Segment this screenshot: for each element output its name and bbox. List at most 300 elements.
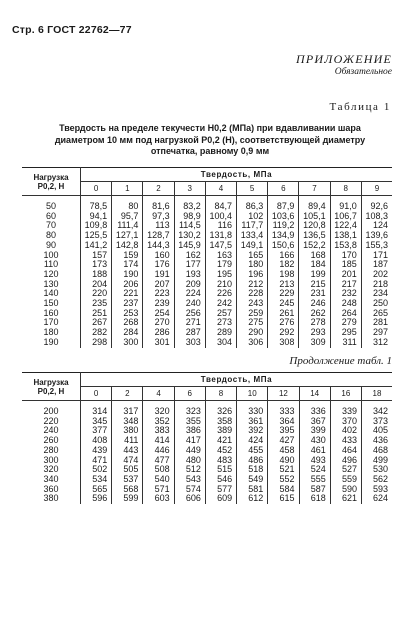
column-header: 4 <box>205 182 236 196</box>
column-header: 10 <box>237 387 268 401</box>
hardness-table-1 <box>22 167 392 348</box>
load-cell: 80 <box>45 230 56 241</box>
table-row <box>22 446 392 456</box>
hardness-cell: 125,5 <box>81 231 112 241</box>
hardness-cell: 309 <box>299 338 330 348</box>
hardness-cell: 142,8 <box>112 241 143 251</box>
hardness-cell: 424 <box>237 436 268 446</box>
hardness-cell: 524 <box>299 465 330 475</box>
hardness-cell: 402 <box>330 426 361 436</box>
hardness-cell: 414 <box>143 436 174 446</box>
hardness-cell: 155,3 <box>361 241 392 251</box>
hardness-cell: 559 <box>330 475 361 485</box>
load-cell: 280 <box>43 444 59 455</box>
hardness-cell: 89,4 <box>299 196 330 212</box>
hardness-cell: 593 <box>361 485 392 495</box>
hardness-cell: 292 <box>268 328 299 338</box>
hardness-cell: 295 <box>330 328 361 338</box>
load-cell: 90 <box>45 239 56 250</box>
hardness-cell: 464 <box>330 446 361 456</box>
load-cell: 190 <box>43 336 59 347</box>
hardness-cell: 355 <box>174 417 205 427</box>
hardness-cell: 480 <box>174 456 205 466</box>
load-cell: 150 <box>43 298 59 309</box>
column-header: 16 <box>330 387 361 401</box>
hardness-cell: 105,1 <box>299 212 330 222</box>
load-cell: 240 <box>43 425 59 436</box>
table-row <box>22 485 392 495</box>
hardness-cell: 124 <box>361 221 392 231</box>
hardness-cell: 364 <box>268 417 299 427</box>
hardness-cell: 83,2 <box>174 196 205 212</box>
hardness-cell: 301 <box>143 338 174 348</box>
hardness-cell: 235 <box>81 299 112 309</box>
hardness-cell: 256 <box>174 309 205 319</box>
hardness-cell: 512 <box>174 465 205 475</box>
hardness-cell: 571 <box>143 485 174 495</box>
hardness-cell: 262 <box>299 309 330 319</box>
hardness-cell: 499 <box>361 456 392 466</box>
hardness-cell: 176 <box>143 260 174 270</box>
hardness-cell: 530 <box>361 465 392 475</box>
hardness-cell: 534 <box>81 475 112 485</box>
hardness-cell: 289 <box>205 328 236 338</box>
hardness-cell: 549 <box>237 475 268 485</box>
load-cell: 140 <box>43 288 59 299</box>
hardness-cell: 108,3 <box>361 212 392 222</box>
hardness-cell: 286 <box>143 328 174 338</box>
table-row <box>22 318 392 328</box>
hardness-cell: 493 <box>299 456 330 466</box>
hardness-cell: 170 <box>330 251 361 261</box>
hardness-cell: 240 <box>174 299 205 309</box>
hardness-cell: 153,8 <box>330 241 361 251</box>
hardness-cell: 574 <box>174 485 205 495</box>
hardness-cell: 452 <box>205 446 236 456</box>
hardness-cell: 78,5 <box>81 196 112 212</box>
hardness-cell: 250 <box>361 299 392 309</box>
hardness-cell: 287 <box>174 328 205 338</box>
hardness-cell: 271 <box>174 318 205 328</box>
hardness-cell: 159 <box>112 251 143 261</box>
hardness-cell: 502 <box>81 465 112 475</box>
hardness-cell: 518 <box>237 465 268 475</box>
hardness-cell: 290 <box>237 328 268 338</box>
hardness-cell: 95,7 <box>112 212 143 222</box>
hardness-cell: 98,9 <box>174 212 205 222</box>
hardness-cell: 242 <box>205 299 236 309</box>
hardness-cell: 386 <box>174 426 205 436</box>
hardness-cell: 92,6 <box>361 196 392 212</box>
hardness-cell: 458 <box>268 446 299 456</box>
hardness-cell: 323 <box>174 401 205 417</box>
hardness-cell: 160 <box>143 251 174 261</box>
load-cell: 200 <box>43 406 59 416</box>
column-header: 5 <box>237 182 268 196</box>
hardness-cell: 508 <box>143 465 174 475</box>
hardness-cell: 120,8 <box>299 221 330 231</box>
hardness-cell: 392 <box>237 426 268 436</box>
load-header-unit: P0,2, Н <box>37 181 65 191</box>
table-row <box>22 401 392 417</box>
hardness-cell: 581 <box>237 485 268 495</box>
hardness-cell: 427 <box>268 436 299 446</box>
column-header: 6 <box>268 182 299 196</box>
load-cell: 220 <box>43 415 59 426</box>
hardness-cell: 304 <box>205 338 236 348</box>
hardness-cell: 173 <box>81 260 112 270</box>
table-row <box>22 417 392 427</box>
column-header: 3 <box>174 182 205 196</box>
hardness-cell: 179 <box>205 260 236 270</box>
column-header: 4 <box>143 387 174 401</box>
hardness-cell: 221 <box>112 289 143 299</box>
hardness-cell: 565 <box>81 485 112 495</box>
hardness-cell: 174 <box>112 260 143 270</box>
hardness-cell: 81,6 <box>143 196 174 212</box>
column-header: 12 <box>268 387 299 401</box>
column-header: 7 <box>299 182 330 196</box>
load-cell: 120 <box>43 268 59 279</box>
hardness-cell: 300 <box>112 338 143 348</box>
hardness-cell: 297 <box>361 328 392 338</box>
hardness-cell: 116 <box>205 221 236 231</box>
hardness-cell: 330 <box>237 401 268 417</box>
hardness-cell: 348 <box>112 417 143 427</box>
hardness-cell: 212 <box>237 280 268 290</box>
load-cell: 180 <box>43 327 59 338</box>
load-cell: 360 <box>43 483 59 494</box>
hardness-cell: 471 <box>81 456 112 466</box>
column-header: 2 <box>112 387 143 401</box>
hardness-cell: 193 <box>174 270 205 280</box>
hardness-cell: 253 <box>112 309 143 319</box>
load-cell: 50 <box>45 201 56 211</box>
column-header: 8 <box>205 387 236 401</box>
table-row <box>22 465 392 475</box>
hardness-cell: 201 <box>330 270 361 280</box>
column-header: 6 <box>174 387 205 401</box>
hardness-cell: 102 <box>237 212 268 222</box>
hardness-cell: 590 <box>330 485 361 495</box>
load-cell: 160 <box>43 307 59 318</box>
hardness-cell: 182 <box>268 260 299 270</box>
hardness-cell: 127,1 <box>112 231 143 241</box>
appendix-note: Обязательное <box>334 67 392 77</box>
column-header: 8 <box>330 182 361 196</box>
hardness-cell: 367 <box>299 417 330 427</box>
hardness-cell: 490 <box>268 456 299 466</box>
table-row <box>22 270 392 280</box>
hardness-cell: 446 <box>143 446 174 456</box>
hardness-cell: 136,5 <box>299 231 330 241</box>
hardness-cell: 486 <box>237 456 268 466</box>
hardness-cell: 166 <box>268 251 299 261</box>
hardness-cell: 248 <box>330 299 361 309</box>
hardness-cell: 264 <box>330 309 361 319</box>
column-header: 2 <box>143 182 174 196</box>
hardness-cell: 109,8 <box>81 221 112 231</box>
hardness-cell: 395 <box>268 426 299 436</box>
table-label: Таблица 1 <box>329 101 391 113</box>
hardness-cell: 259 <box>237 309 268 319</box>
hardness-cell: 245 <box>268 299 299 309</box>
hardness-cell: 449 <box>174 446 205 456</box>
hardness-cell: 144,3 <box>143 241 174 251</box>
table-row <box>22 280 392 290</box>
table-row <box>22 196 392 212</box>
hardness-cell: 223 <box>143 289 174 299</box>
load-header-label: Нагрузка <box>33 377 69 387</box>
hardness-cell: 443 <box>112 446 143 456</box>
hardness-cell: 130,2 <box>174 231 205 241</box>
hardness-cell: 239 <box>143 299 174 309</box>
column-header: 18 <box>361 387 392 401</box>
table-row <box>22 475 392 485</box>
caption-line: Твердость на пределе текучести H0,2 (МПа) при вдавливании шара <box>59 123 361 133</box>
load-cell: 340 <box>43 473 59 484</box>
hardness-cell: 383 <box>143 426 174 436</box>
hardness-cell: 257 <box>205 309 236 319</box>
load-cell: 300 <box>43 454 59 465</box>
hardness-cell: 433 <box>330 436 361 446</box>
hardness-cell: 314 <box>81 401 112 417</box>
hardness-cell: 461 <box>299 446 330 456</box>
hardness-cell: 540 <box>143 475 174 485</box>
hardness-cell: 134,9 <box>268 231 299 241</box>
hardness-cell: 111,4 <box>112 221 143 231</box>
hardness-cell: 439 <box>81 446 112 456</box>
hardness-cell: 537 <box>112 475 143 485</box>
caption-line: отпечатка, равному 0,9 мм <box>150 146 270 156</box>
hardness-cell: 198 <box>268 270 299 280</box>
hardness-cell: 303 <box>174 338 205 348</box>
hardness-cell: 177 <box>174 260 205 270</box>
hardness-cell: 117,7 <box>237 221 268 231</box>
load-cell: 170 <box>43 317 59 328</box>
hardness-cell: 190 <box>112 270 143 280</box>
hardness-cell: 596 <box>81 494 112 504</box>
hardness-cell: 138,1 <box>330 231 361 241</box>
hardness-cell: 195 <box>205 270 236 280</box>
hardness-cell: 97,3 <box>143 212 174 222</box>
table-row <box>22 456 392 466</box>
hardness-cell: 273 <box>205 318 236 328</box>
hardness-cell: 546 <box>205 475 236 485</box>
hardness-cell: 231 <box>299 289 330 299</box>
hardness-cell: 254 <box>143 309 174 319</box>
hardness-cell: 229 <box>268 289 299 299</box>
hardness-cell: 232 <box>330 289 361 299</box>
hardness-cell: 131,8 <box>205 231 236 241</box>
hardness-column-header: Твердость, МПа <box>81 373 393 387</box>
hardness-cell: 213 <box>268 280 299 290</box>
load-cell: 380 <box>43 493 59 504</box>
hardness-cell: 577 <box>205 485 236 495</box>
hardness-cell: 162 <box>174 251 205 261</box>
hardness-cell: 312 <box>361 338 392 348</box>
hardness-cell: 358 <box>205 417 236 427</box>
hardness-cell: 527 <box>330 465 361 475</box>
hardness-cell: 377 <box>81 426 112 436</box>
column-header: 14 <box>299 387 330 401</box>
hardness-cell: 584 <box>268 485 299 495</box>
hardness-cell: 207 <box>143 280 174 290</box>
load-cell: 320 <box>43 464 59 475</box>
hardness-cell: 399 <box>299 426 330 436</box>
hardness-cell: 281 <box>361 318 392 328</box>
hardness-cell: 543 <box>174 475 205 485</box>
load-cell: 110 <box>43 259 59 270</box>
hardness-cell: 306 <box>237 338 268 348</box>
hardness-cell: 184 <box>299 260 330 270</box>
hardness-cell: 150,6 <box>268 241 299 251</box>
hardness-cell: 133,4 <box>237 231 268 241</box>
hardness-cell: 261 <box>268 309 299 319</box>
hardness-cell: 152,2 <box>299 241 330 251</box>
load-cell: 60 <box>45 210 56 221</box>
hardness-cell: 474 <box>112 456 143 466</box>
hardness-cell: 243 <box>237 299 268 309</box>
table-row <box>22 260 392 270</box>
hardness-cell: 267 <box>81 318 112 328</box>
hardness-cell: 237 <box>112 299 143 309</box>
load-header-label: Нагрузка <box>33 172 69 182</box>
hardness-cell: 180 <box>237 260 268 270</box>
column-header: 9 <box>361 182 392 196</box>
hardness-cell: 220 <box>81 289 112 299</box>
hardness-cell: 339 <box>330 401 361 417</box>
hardness-cell: 149,1 <box>237 241 268 251</box>
hardness-cell: 352 <box>143 417 174 427</box>
load-column-header <box>22 168 81 196</box>
hardness-cell: 84,7 <box>205 196 236 212</box>
hardness-cell: 215 <box>299 280 330 290</box>
hardness-cell: 113 <box>143 221 174 231</box>
hardness-cell: 599 <box>112 494 143 504</box>
hardness-cell: 168 <box>299 251 330 261</box>
table-row <box>22 299 392 309</box>
hardness-cell: 496 <box>330 456 361 466</box>
hardness-cell: 436 <box>361 436 392 446</box>
load-cell: 260 <box>43 435 59 446</box>
hardness-cell: 621 <box>330 494 361 504</box>
hardness-cell: 265 <box>361 309 392 319</box>
hardness-cell: 552 <box>268 475 299 485</box>
hardness-cell: 114,5 <box>174 221 205 231</box>
hardness-cell: 505 <box>112 465 143 475</box>
hardness-cell: 405 <box>361 426 392 436</box>
hardness-cell: 408 <box>81 436 112 446</box>
column-header: 1 <box>112 182 143 196</box>
hardness-cell: 317 <box>112 401 143 417</box>
hardness-cell: 624 <box>361 494 392 504</box>
hardness-cell: 609 <box>205 494 236 504</box>
hardness-cell: 165 <box>237 251 268 261</box>
hardness-cell: 417 <box>174 436 205 446</box>
hardness-cell: 234 <box>361 289 392 299</box>
hardness-cell: 320 <box>143 401 174 417</box>
appendix-title: ПРИЛОЖЕНИЕ <box>296 52 392 66</box>
hardness-column-header: Твердость, МПа <box>81 168 393 182</box>
hardness-cell: 618 <box>299 494 330 504</box>
hardness-cell: 521 <box>268 465 299 475</box>
hardness-cell: 163 <box>205 251 236 261</box>
hardness-cell: 389 <box>205 426 236 436</box>
hardness-cell: 284 <box>112 328 143 338</box>
hardness-cell: 477 <box>143 456 174 466</box>
hardness-cell: 86,3 <box>237 196 268 212</box>
load-header-unit: P0,2, Н <box>37 386 65 396</box>
hardness-cell: 91,0 <box>330 196 361 212</box>
hardness-cell: 141,2 <box>81 241 112 251</box>
hardness-cell: 210 <box>205 280 236 290</box>
hardness-cell: 278 <box>299 318 330 328</box>
hardness-cell: 612 <box>237 494 268 504</box>
hardness-cell: 455 <box>237 446 268 456</box>
hardness-cell: 103,6 <box>268 212 299 222</box>
hardness-cell: 430 <box>299 436 330 446</box>
hardness-cell: 336 <box>299 401 330 417</box>
table-row <box>22 328 392 338</box>
hardness-cell: 342 <box>361 401 392 417</box>
hardness-cell: 139,6 <box>361 231 392 241</box>
hardness-cell: 87,9 <box>268 196 299 212</box>
hardness-cell: 187 <box>361 260 392 270</box>
hardness-cell: 311 <box>330 338 361 348</box>
load-cell: 130 <box>43 278 59 289</box>
hardness-cell: 100,4 <box>205 212 236 222</box>
hardness-cell: 145,9 <box>174 241 205 251</box>
hardness-cell: 228 <box>237 289 268 299</box>
hardness-cell: 128,7 <box>143 231 174 241</box>
hardness-cell: 555 <box>299 475 330 485</box>
hardness-cell: 251 <box>81 309 112 319</box>
hardness-cell: 568 <box>112 485 143 495</box>
hardness-cell: 106,7 <box>330 212 361 222</box>
hardness-cell: 515 <box>205 465 236 475</box>
table-caption <box>20 123 400 158</box>
hardness-cell: 603 <box>143 494 174 504</box>
hardness-cell: 224 <box>174 289 205 299</box>
hardness-cell: 276 <box>268 318 299 328</box>
hardness-cell: 298 <box>81 338 112 348</box>
hardness-table-2 <box>22 372 392 504</box>
hardness-cell: 80 <box>112 196 143 212</box>
hardness-cell: 333 <box>268 401 299 417</box>
hardness-cell: 204 <box>81 280 112 290</box>
hardness-cell: 380 <box>112 426 143 436</box>
hardness-cell: 468 <box>361 446 392 456</box>
hardness-cell: 293 <box>299 328 330 338</box>
hardness-cell: 119,2 <box>268 221 299 231</box>
table-row <box>22 289 392 299</box>
hardness-cell: 122,4 <box>330 221 361 231</box>
table-row <box>22 338 392 348</box>
continuation-label: Продолжение табл. 1 <box>289 355 392 367</box>
hardness-cell: 483 <box>205 456 236 466</box>
hardness-cell: 615 <box>268 494 299 504</box>
hardness-cell: 209 <box>174 280 205 290</box>
column-header: 0 <box>81 387 112 401</box>
column-header: 0 <box>81 182 112 196</box>
hardness-cell: 373 <box>361 417 392 427</box>
table-row <box>22 494 392 504</box>
hardness-cell: 345 <box>81 417 112 427</box>
load-cell: 70 <box>45 220 56 231</box>
hardness-cell: 171 <box>361 251 392 261</box>
table-row <box>22 241 392 251</box>
